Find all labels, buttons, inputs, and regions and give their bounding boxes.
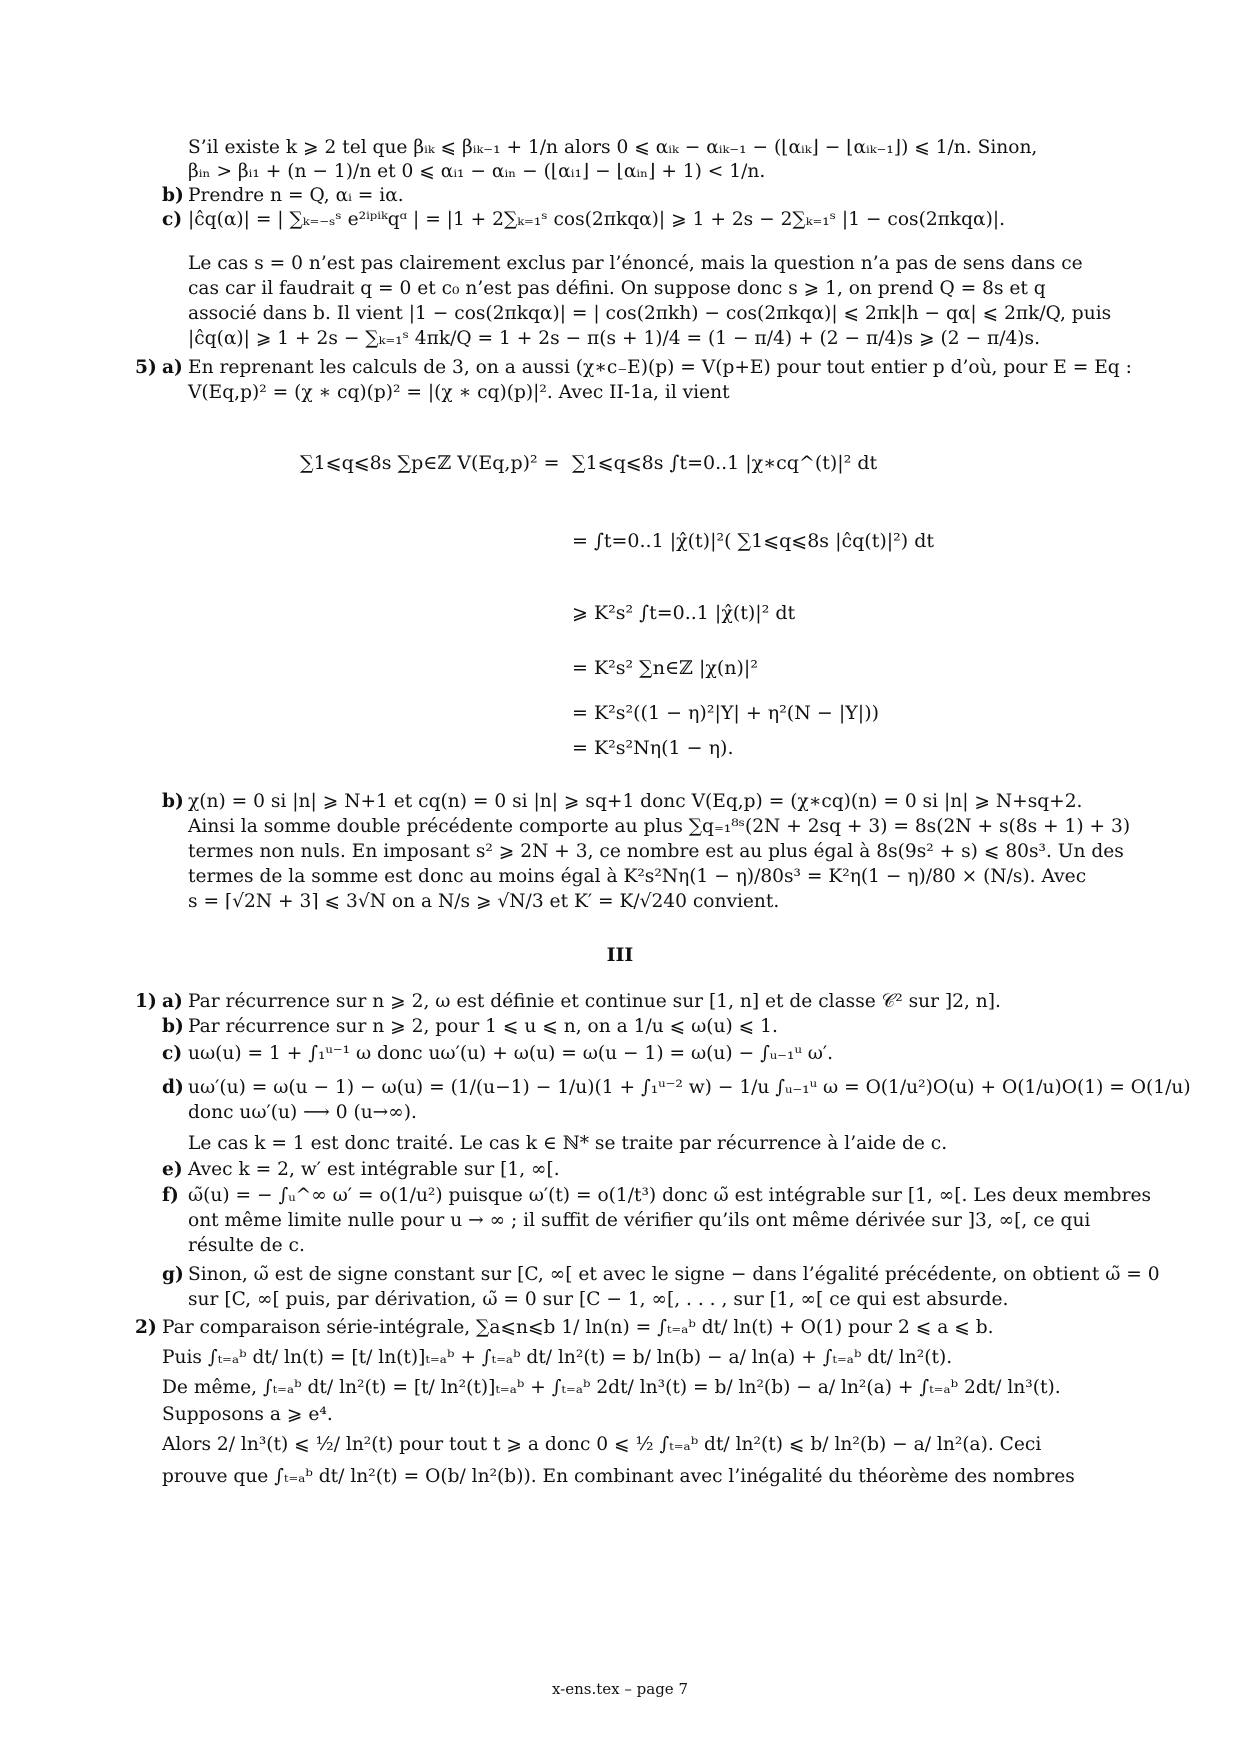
q5-b-line-2: Ainsi la somme double précédente comporte au plus ∑q₌₁⁸ˢ(2N + 2sq + 3) = 8s(2N + s(8s + 1) + 3)	[188, 816, 1131, 837]
q1-f-line-2: ont même limite nulle pour u → ∞ ; il suffit de vérifier qu’ils ont même dérivée sur ]3, ∞[, ce qui	[188, 1210, 1091, 1231]
q1-g-line-1: Sinon, ω̃ est de signe constant sur [C, ∞[ et avec le signe − dans l’égalité précédente, on obtient ω̃ = 0	[188, 1264, 1160, 1285]
q1-e-text: Avec k = 2, w′ est intégrable sur [1, ∞[.	[188, 1159, 560, 1180]
q5-a-line-2: V(Eq,p)² = (χ ∗ cq)(p)² = |(χ ∗ cq)(p)|². Avec II-1a, il vient	[188, 382, 730, 403]
q1-f-line-1: ω̃(u) = − ∫ᵤ^∞ ω′ = o(1/u²) puisque ω′(t) = o(1/t³) donc ω̃ est intégrable sur [1, ∞[. Les deux membres	[188, 1185, 1151, 1206]
q2-line-3: De même, ∫ₜ₌ₐᵇ dt/ ln²(t) = [t/ ln²(t)]ₜ₌ₐᵇ + ∫ₜ₌ₐᵇ 2dt/ ln³(t) = b/ ln²(b) − a/ ln²(a) + ∫ₜ₌ₐᵇ 2dt/ ln³(t).	[162, 1377, 1061, 1398]
q2-number: 2)	[135, 1317, 157, 1338]
q1-d-line-2: donc uω′(u) ⟶ 0 (u→∞).	[188, 1102, 417, 1123]
display-eq-lhs: ∑1⩽q⩽8s ∑p∈ℤ V(Eq,p)² =	[300, 452, 560, 474]
q4-b-text: Prendre n = Q, αᵢ = iα.	[188, 185, 404, 206]
q1-number: 1)	[135, 991, 157, 1012]
q5-b-label: b)	[162, 791, 184, 812]
q1-f-line-3: résulte de c.	[188, 1235, 305, 1256]
q5-number: 5)	[135, 357, 157, 378]
q2-line-1: Par comparaison série-intégrale, ∑a⩽n⩽b 1/ ln(n) = ∫ₜ₌ₐᵇ dt/ ln(t) + O(1) pour 2 ⩽ a ⩽ b.	[162, 1317, 994, 1338]
display-eq-row-2: = ∫t=0..1 |χ̂(t)|²( ∑1⩽q⩽8s |ĉq(t)|²) dt	[572, 530, 935, 552]
q2-line-4: Supposons a ⩾ e⁴.	[162, 1404, 333, 1425]
q2-line-6: prouve que ∫ₜ₌ₐᵇ dt/ ln²(t) = O(b/ ln²(b)). En combinant avec l’inégalité du théorème des nombres	[162, 1466, 1075, 1487]
display-eq-row-3: ⩾ K²s² ∫t=0..1 |χ̂(t)|² dt	[572, 602, 796, 624]
q5-b-line-1: χ(n) = 0 si |n| ⩾ N+1 et cq(n) = 0 si |n| ⩾ sq+1 donc V(Eq,p) = (χ∗cq)(n) = 0 si |n| ⩾ N+sq+2.	[188, 791, 1083, 812]
q5-b-line-3: termes non nuls. En imposant s² ⩾ 2N + 3, ce nombre est au plus égal à 8s(9s² + s) ⩽ 80s³. Un des	[188, 841, 1124, 862]
q2-line-5: Alors 2/ ln³(t) ⩽ ½/ ln²(t) pour tout t ⩾ a donc 0 ⩽ ½ ∫ₜ₌ₐᵇ dt/ ln²(t) ⩽ b/ ln²(b) − a/ ln²(a). Ceci	[162, 1434, 1042, 1455]
q2-line-2: Puis ∫ₜ₌ₐᵇ dt/ ln(t) = [t/ ln(t)]ₜ₌ₐᵇ + ∫ₜ₌ₐᵇ dt/ ln²(t) = b/ ln(b) − a/ ln(a) + ∫ₜ₌ₐᵇ dt/ ln²(t).	[162, 1347, 953, 1368]
q1-c-text: uω(u) = 1 + ∫₁ᵘ⁻¹ ω donc uω′(u) + ω(u) = ω(u − 1) = ω(u) − ∫ᵤ₋₁ᵘ ω′.	[188, 1043, 834, 1064]
q4-intro-line-2: βᵢₙ > βᵢ₁ + (n − 1)/n et 0 ⩽ αᵢ₁ − αᵢₙ − (⌊αᵢ₁⌋ − ⌊αᵢₙ⌋ + 1) < 1/n.	[188, 161, 766, 182]
q1-c-label: c)	[162, 1043, 183, 1064]
q5-a-label: a)	[162, 357, 183, 378]
q1-e-label: e)	[162, 1159, 183, 1180]
q4-c-para-3: associé dans b. Il vient |1 − cos(2πkqα)| = | cos(2πkh) − cos(2πkqα)| ⩽ 2πk|h − qα| ⩽ 2πk/Q, puis	[188, 303, 1112, 324]
q5-a-line-1: En reprenant les calculs de 3, on a aussi (χ∗c₋E)(p) = V(p+E) pour tout entier p d’où, pour E = Eq :	[188, 357, 1132, 378]
q1-g-line-2: sur [C, ∞[ puis, par dérivation, ω̃ = 0 sur [C − 1, ∞[, . . . , sur [1, ∞[ ce qui est absurde.	[188, 1289, 1009, 1310]
display-eq-row-4: = K²s² ∑n∈ℤ |χ(n)|²	[572, 657, 758, 679]
q1-f-label: f)	[162, 1185, 179, 1206]
q1-d-line-1: uω′(u) = ω(u − 1) − ω(u) = (1/(u−1) − 1/u)(1 + ∫₁ᵘ⁻² w) − 1/u ∫ᵤ₋₁ᵘ ω = O(1/u²)O(u) + O(1/u)O(1) = O(1/u)	[188, 1077, 1191, 1098]
page-footer: x-ens.tex – page 7	[551, 1680, 688, 1698]
section-title-III: III	[606, 944, 634, 966]
q5-b-line-4: termes de la somme est donc au moins égal à K²s²Nη(1 − η)/80s³ = K²η(1 − η)/80 × (N/s). Avec	[188, 866, 1087, 887]
q1-a-label: a)	[162, 991, 183, 1012]
q4-intro-line-1: S’il existe k ⩾ 2 tel que βᵢₖ ⩽ βᵢₖ₋₁ + 1/n alors 0 ⩽ αᵢₖ − αᵢₖ₋₁ − (⌊αᵢₖ⌋ − ⌊αᵢₖ₋₁⌋) ⩽ 1/n. Sinon,	[188, 137, 1038, 158]
q4-c-label: c)	[162, 209, 183, 230]
display-eq-row-5: = K²s²((1 − η)²|Y| + η²(N − |Y|))	[572, 702, 880, 724]
display-eq-row-6: = K²s²Nη(1 − η).	[572, 737, 734, 759]
q1-d-label: d)	[162, 1077, 184, 1098]
q1-g-label: g)	[162, 1264, 184, 1285]
q1-b-text: Par récurrence sur n ⩾ 2, pour 1 ⩽ u ⩽ n, on a 1/u ⩽ ω(u) ⩽ 1.	[188, 1016, 778, 1037]
display-eq-row-1: ∑1⩽q⩽8s ∫t=0..1 |χ∗cq^(t)|² dt	[572, 452, 878, 474]
q4-b-label: b)	[162, 185, 184, 206]
q4-c-text: |ĉq(α)| = | ∑ₖ₌₋ₛˢ e²ⁱᵖⁱᵏqᵅ | = |1 + 2∑ₖ₌₁ˢ cos(2πkqα)| ⩾ 1 + 2s − 2∑ₖ₌₁ˢ |1 − cos(2πkqα)|.	[188, 209, 1006, 230]
q4-c-para-2: cas car il faudrait q = 0 et c₀ n’est pas défini. On suppose donc s ⩾ 1, on prend Q = 8s et q	[188, 278, 1046, 299]
q1-b-label: b)	[162, 1016, 184, 1037]
q4-c-para-4: |ĉq(α)| ⩾ 1 + 2s − ∑ₖ₌₁ˢ 4πk/Q = 1 + 2s − π(s + 1)/4 = (1 − π/4) + (2 − π/4)s ⩾ (2 − π/4)s.	[188, 328, 1040, 349]
q1-a-text: Par récurrence sur n ⩾ 2, ω est définie et continue sur [1, n] et de classe 𝒞² sur ]2, n].	[188, 991, 1001, 1012]
q4-c-para-1: Le cas s = 0 n’est pas clairement exclus par l’énoncé, mais la question n’a pas de sens dans ce	[188, 253, 1083, 274]
q1-d-line-3: Le cas k = 1 est donc traité. Le cas k ∈ ℕ* se traite par récurrence à l’aide de c.	[188, 1133, 948, 1154]
q5-b-line-5: s = ⌈√2N + 3⌉ ⩽ 3√N on a N/s ⩾ √N/3 et K′ = K/√240 convient.	[188, 891, 780, 912]
